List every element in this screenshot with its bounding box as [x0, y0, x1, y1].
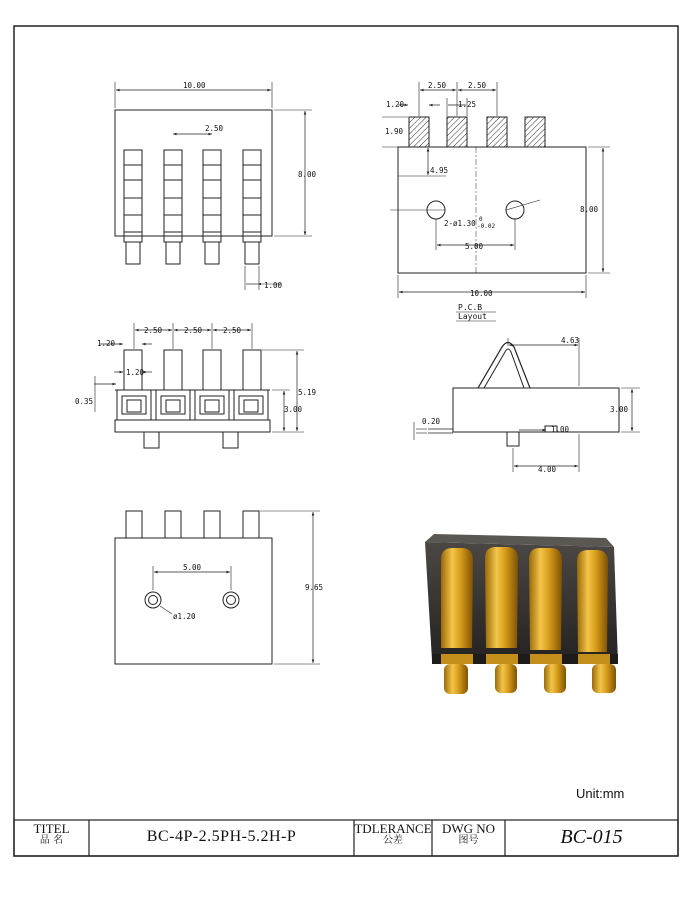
bottom-hole-right	[223, 592, 239, 608]
side-post-width: 1.00	[551, 425, 570, 434]
side-view-body	[453, 388, 619, 432]
bottom-view	[115, 511, 320, 664]
pcb-hole-right	[506, 201, 524, 219]
front-view-post-right	[223, 432, 238, 448]
part-number: BC-4P-2.5PH-5.2H-P	[146, 828, 297, 845]
pcb-pitch-1: 2.50	[428, 81, 447, 90]
pcb-offset-y: 4.95	[430, 166, 449, 175]
sheet-border	[14, 26, 678, 856]
side-tail-thickness: 0.20	[422, 417, 441, 426]
dwg-no-value: BC-015	[560, 826, 623, 848]
pcb-pitch-2: 2.50	[468, 81, 487, 90]
tolerance-cell	[354, 822, 432, 847]
pcb-caption-2: Layout	[458, 312, 487, 321]
title-label: TITEL	[33, 821, 70, 836]
top-tail-dim: 1.00	[264, 281, 283, 290]
front-view-post-left	[144, 432, 159, 448]
pcb-hole-tol-minus: -0.02	[477, 223, 496, 230]
unit-label: Unit:mm	[576, 786, 625, 801]
top-width-dim: 10.00	[183, 81, 206, 90]
tolerance-label-cn: 公差	[383, 835, 403, 846]
side-view-post	[507, 432, 519, 446]
bottom-view-body	[115, 538, 272, 664]
front-pin-width-2: 1.20	[126, 368, 145, 377]
front-offset: 0.35	[75, 397, 94, 406]
title-label-cn: 品 名	[39, 835, 64, 846]
pcb-pad-width: 1.20	[386, 100, 405, 109]
title-label-cell	[14, 822, 89, 847]
bottom-height: 9.65	[305, 583, 324, 592]
pcb-caption-1: P.C.B	[458, 303, 483, 312]
pcb-pad-gap: 1.25	[458, 100, 477, 109]
pcb-layout-view	[382, 82, 610, 321]
pcb-hole-spec: 2-ø1.30	[444, 219, 476, 228]
top-pitch-dim: 2.50	[205, 124, 224, 133]
dwg-no-label-cn: 图号	[458, 835, 479, 846]
tolerance-label: TDLERANCE	[354, 821, 432, 836]
side-view-spring	[478, 343, 530, 389]
top-view-contacts	[124, 150, 261, 232]
pcb-pad-height: 1.90	[385, 127, 404, 136]
pcb-height-dim: 8.00	[580, 205, 599, 214]
side-post-offset: 4.00	[538, 465, 557, 474]
bottom-hole-left	[145, 592, 161, 608]
front-pitch-2: 2.50	[184, 326, 203, 335]
pcb-hole-spacing: 5.00	[465, 242, 484, 251]
side-height: 3.00	[610, 405, 629, 414]
front-view-housings	[117, 390, 268, 420]
top-view	[115, 82, 312, 290]
front-pitch-1: 2.50	[144, 326, 163, 335]
front-pin-width: 1.20	[97, 339, 116, 348]
pcb-width-dim: 10.00	[470, 289, 493, 298]
front-view	[94, 323, 304, 448]
bottom-view-tabs	[126, 511, 259, 538]
top-height-dim: 8.00	[298, 170, 317, 179]
front-body-height: 3.00	[284, 405, 303, 414]
pcb-hole-tol-plus: 0	[479, 216, 483, 223]
top-view-tails	[124, 232, 261, 264]
dwg-no-cell	[432, 822, 505, 847]
top-view-body	[115, 110, 272, 236]
bottom-hole-dia: ø1.20	[173, 612, 196, 621]
product-photo	[425, 534, 618, 694]
front-height: 5.19	[298, 388, 317, 397]
pcb-pads	[409, 117, 545, 147]
side-view	[414, 338, 640, 472]
front-view-pins	[124, 350, 261, 390]
dwg-no-label: DWG NO	[441, 821, 496, 836]
front-pitch-3: 2.50	[223, 326, 242, 335]
side-spring-width: 4.63	[561, 336, 580, 345]
bottom-hole-spacing: 5.00	[183, 563, 202, 572]
